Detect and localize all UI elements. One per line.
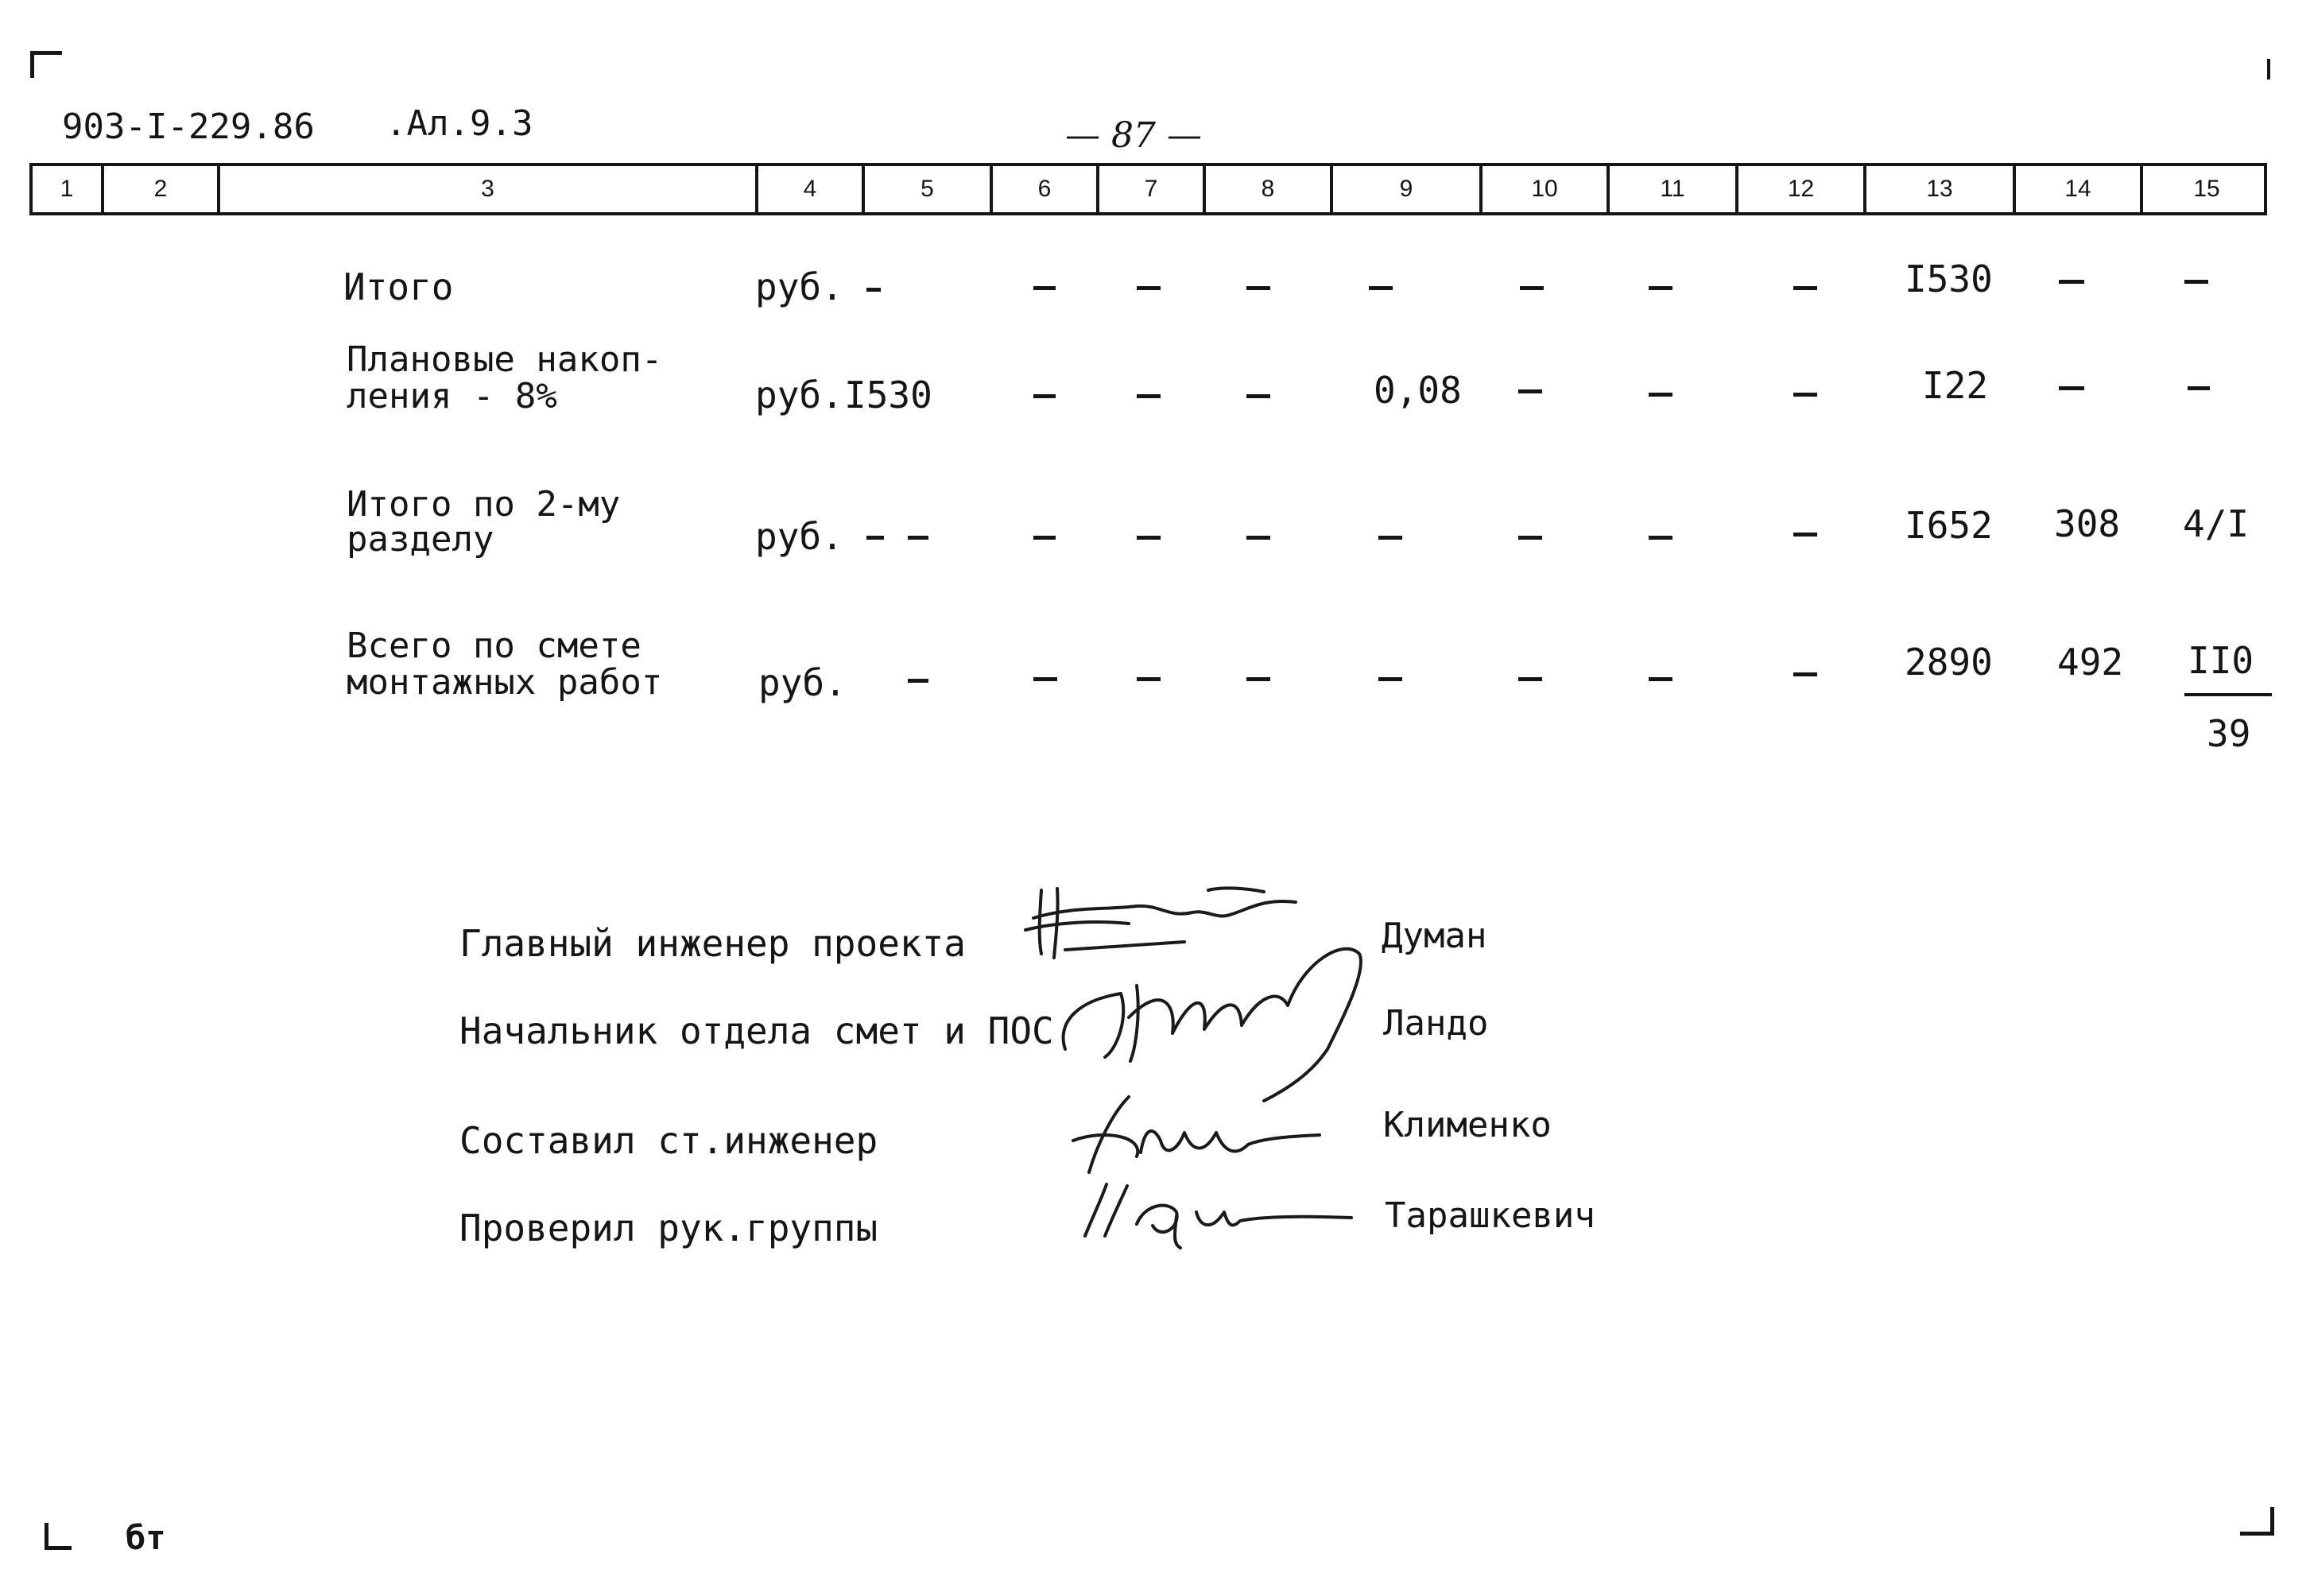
empty-cell-dash: [1378, 677, 1402, 681]
handwritten-signature: [1057, 1081, 1343, 1176]
cell-col5: I530: [844, 374, 932, 416]
column-header: 13: [1863, 166, 2013, 212]
row-unit: руб.: [755, 265, 843, 308]
corner-mark-top-right: [2267, 59, 2270, 79]
column-header: 6: [990, 166, 1096, 212]
empty-cell-dash: [2184, 280, 2208, 284]
signature-name: Клименко: [1383, 1105, 1552, 1145]
column-header: 15: [2140, 166, 2270, 212]
signature-role: Начальник отдела смет и ПОС: [459, 1009, 1054, 1052]
empty-cell-dash: [1649, 393, 1672, 397]
album-reference: .Ал.9.3: [386, 103, 533, 144]
empty-cell-dash: [1520, 286, 1544, 290]
empty-cell-dash: [1246, 536, 1270, 540]
row-unit: руб.: [755, 515, 843, 558]
corner-mark-bottom-right-h: [2240, 1532, 2274, 1536]
column-header: 10: [1479, 166, 1607, 212]
cell-col13: I530: [1905, 258, 1993, 300]
row-unit: руб.: [758, 661, 847, 704]
row-label: Плановые накоп-: [347, 339, 663, 380]
sheet-mark: бт: [126, 1518, 166, 1557]
empty-cell-dash: [1793, 286, 1817, 290]
row-label: Итого по 2-му: [347, 484, 621, 525]
empty-cell-dash: [1246, 677, 1270, 681]
handwritten-signature: [1065, 1168, 1367, 1256]
cell-col13: I22: [1922, 364, 1989, 407]
empty-cell-dash: [908, 536, 928, 540]
empty-cell-dash: [908, 679, 928, 683]
empty-cell-dash: [1793, 533, 1817, 537]
row-label: Итого: [343, 265, 454, 308]
empty-cell-dash: [1137, 394, 1161, 398]
signature-role: Главный инженер проекта: [459, 922, 966, 965]
cell-col13: 2890: [1905, 641, 1993, 684]
column-header: 8: [1203, 166, 1330, 212]
signature-role: Составил ст.инженер: [459, 1119, 878, 1162]
empty-cell-dash: [1518, 389, 1542, 393]
empty-cell-dash: [1246, 286, 1270, 290]
empty-cell-dash: [1137, 677, 1161, 681]
empty-cell-dash: [866, 288, 881, 292]
corner-mark-bottom-left-h: [45, 1546, 72, 1550]
signature-name: Ландо: [1383, 1003, 1489, 1044]
empty-cell-dash: [1033, 394, 1056, 398]
empty-cell-dash: [2188, 386, 2210, 390]
column-header: 12: [1735, 166, 1863, 212]
column-header-row: [29, 163, 2267, 215]
cell-col14: 492: [2057, 641, 2124, 684]
empty-cell-dash: [1137, 536, 1161, 540]
corner-mark-top-left: [30, 51, 34, 78]
cell-col13: I652: [1905, 504, 1993, 547]
row-label: монтажных работ: [347, 662, 663, 703]
column-header: 11: [1607, 166, 1735, 212]
empty-cell-dash: [1369, 286, 1393, 290]
cell-col9: 0,08: [1374, 369, 1462, 412]
row-label: разделу: [347, 519, 494, 560]
corner-mark-top-left-h: [30, 51, 62, 55]
empty-cell-dash: [1246, 394, 1270, 398]
empty-cell-dash: [1518, 677, 1542, 681]
column-header: 14: [2013, 166, 2140, 212]
column-header: 2: [101, 166, 217, 212]
empty-cell-dash: [1033, 536, 1056, 540]
handwritten-signature: [1041, 930, 1407, 1105]
cell-col14: 308: [2054, 502, 2121, 545]
column-header: 7: [1096, 166, 1203, 212]
fraction-bar: [2184, 693, 2272, 696]
empty-cell-dash: [1649, 677, 1672, 681]
empty-cell-dash: [1793, 672, 1817, 676]
empty-cell-dash: [2059, 386, 2084, 390]
row-unit: руб.: [755, 374, 843, 416]
empty-cell-dash: [1033, 286, 1056, 290]
empty-cell-dash: [1033, 677, 1057, 681]
document-code: 903-I-229.86: [62, 107, 315, 147]
column-header: 9: [1330, 166, 1479, 212]
empty-cell-dash: [1137, 286, 1161, 290]
cell-col15-numerator: II0: [2188, 639, 2254, 682]
empty-cell-dash: [1793, 393, 1817, 397]
row-label: ления - 8%: [347, 376, 557, 416]
empty-cell-dash: [866, 536, 884, 540]
column-header: 1: [60, 176, 74, 202]
empty-cell-dash: [2059, 280, 2084, 284]
signature-role: Проверил рук.группы: [459, 1207, 878, 1249]
empty-cell-dash: [1518, 536, 1542, 540]
column-header: 5: [862, 166, 990, 212]
column-header: 4: [755, 166, 862, 212]
empty-cell-dash: [1649, 286, 1672, 290]
page-number: — 87 —: [1065, 115, 1202, 156]
cell-col15-denominator: 39: [2207, 712, 2251, 755]
signature-name: Тарашкевич: [1385, 1195, 1595, 1236]
cell-col15: 4/I: [2183, 502, 2250, 545]
signature-name: Думан: [1382, 916, 1487, 956]
row-label: Всего по смете: [347, 626, 641, 666]
column-header: 3: [217, 166, 755, 212]
empty-cell-dash: [1378, 536, 1402, 540]
empty-cell-dash: [1649, 536, 1672, 540]
